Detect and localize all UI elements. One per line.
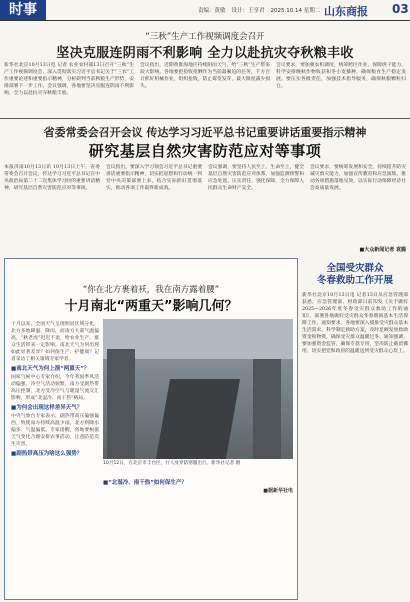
article1-col: 会议指出，近期黄淮海地区持续阴雨天气，给“三秋”生产带来较大影响。各地要把抢收抢晒作为当前最紧迫的任务，千方百计抓好机械作业，组织抢收，防止霉变发芽，最大限度减少损失。 [140, 63, 270, 89]
article1-body [4, 62, 406, 112]
article1-col: 新华社北京10月13日电 记者 农业农村部13日召开“三秋”生产工作视频调度会，深入贯彻落实习近平总书记关于“三农”工作重要论述和重要指示精神，分析研判当前秋粮生产形势，安排部署下一步工作。会议强调，各地要坚决克服连阴雨不利影响，全力以赴抗灾夺秋粮丰收。 [4, 63, 134, 96]
article2-body [4, 164, 406, 242]
article3-body: 中央气象台专家表示，副热带高压偏强偏西，致使南方持续高温少雨，北方则降水偏多、气温偏低。专家提醒，各地要根据天气变化合理安排农事活动，注意防范次生灾害。 [11, 414, 99, 447]
article1-col: 会议要求，要加强农机调度，统筹跨区作业，保障烘干能力，科学安排晚秋作物收获和冬小麦播种，确保粮食生产稳定发展。要压实各级责任，加强技术指导服务，确保秋粮颗粒归仓。 [276, 63, 406, 89]
article3-lower [103, 477, 293, 495]
article1-headline: 坚决克服连阴雨不利影响 全力以赴抗灾夺秋粮丰收 [56, 46, 354, 61]
article3-subhead: ■为何会出现这样差异天气？ [11, 405, 83, 411]
masthead [0, 0, 410, 21]
article3-box [4, 258, 298, 600]
photo-building [253, 359, 281, 459]
article2-col: 会议要求，要统筹发展和安全，持续提升防灾减灾救灾能力，加强宣传教育和应急演练，推动各项措施落地见效，以实际行动保障经济社会高质量发展。 [310, 165, 406, 191]
news-photo [103, 319, 293, 459]
article2-col: 会议指出，要深入学习领会习近平总书记重要讲话重要指示精神，切实把思想和行动统一到党中央决策部署上来，结合实际抓好贯彻落实，推动各项工作取得新成效。 [106, 165, 202, 191]
article3-subhead: ■副热带高压为啥这么强势？ [11, 451, 83, 457]
section-tab: 时事 [0, 0, 46, 20]
article2-headline: 研究基层自然灾害防范应对等事项 [88, 142, 322, 160]
article4-headline-2: 冬春救助工作开展 [316, 275, 393, 286]
article3-subhead: ■南北天气为何上演“两重天”？ [11, 366, 90, 372]
article3-left-col [11, 321, 99, 593]
article3-headline: 十月南北“两重天”影响几何？ [64, 299, 238, 314]
paper-name: 山东商报 [324, 5, 368, 18]
photo-road [156, 379, 240, 459]
article2-kicker: 省委常委会召开会议 传达学习习近平总书记重要讲话重要指示精神 [43, 126, 367, 139]
article3-kicker: “你在北方裹着袄，我在南方露着腰” [82, 285, 220, 295]
article4-body: 新华社北京10月13日电 记者13日从应急管理部获悉，应急管理部、财政部日前印发《关于做好2025—2026年度冬春受灾群众救助工作的通知》，部署各地做好受灾群众冬春期间基本生活保障工作。通知要求，各地要深入摸排受灾群众基本生活需求，科学制定救助方案，及时足额发放救助资金和物资，确保受灾群众温暖过冬。通知强调，要加强资金监管，确保专款专用，坚决防止截留挪用，切实把党和政府的温暖送到受灾群众心坎上。 [302, 293, 408, 354]
photo-building [107, 349, 135, 459]
article4-headline-1: 全国受灾群众 [326, 263, 384, 274]
editor-credit: 责编：黄敏 [198, 8, 226, 14]
issue-date: 2025.10.14 星期二 [270, 8, 321, 14]
divider [0, 118, 410, 119]
article3-body: 国家气候中心专家介绍，今年我国季风活动偏强，冷空气活动频繁，南方受副热带高压控制，北方受冷空气与暖湿气流交汇影响，形成“北湿冷、南干热”格局。 [11, 375, 99, 401]
article3-intro: 十月以来，全国天气呈现明显区域分化，北方多地降温、降雨，而南方大部气温偏高，“秋老虎”迟迟不退，给农业生产、群众生活带来一定影响。南北天气为何出现如此显著差异？如何保生产、护健康？记者采访了相关领域专家学者。 [11, 322, 99, 362]
article1-kicker: “三秋”生产工作视频调度会召开 [145, 32, 265, 42]
article3-subhead: ■“北湿冷、南干热”如何保生产？ [103, 480, 187, 486]
article2-col: 会议强调，要坚持人民至上、生命至上，健全基层自然灾害防范应对体系，加强监测预警和应急处置，压实责任，强化保障，全力保障人民群众生命财产安全。 [208, 165, 304, 191]
photo-caption: 10月12日，在北京市丰台区，行人身穿防寒服出行。新华社记者 摄 [103, 461, 241, 466]
article2-col: 本报济南10月13日讯 10月13日上午，省委常委会召开会议，传达学习习近平总书记在中央政治局第二十二次集体学习时的重要讲话精神，研究基层自然灾害防范应对等事项。 [4, 165, 100, 191]
article2-photo-credit: ■大众新闻记者 袁腾 [359, 247, 406, 253]
page-number: 03 [392, 2, 409, 16]
designer-credit: 设计：王享君 [231, 8, 265, 14]
article3-byline: ■据新华社电 [263, 488, 293, 494]
header-meta [198, 6, 322, 14]
